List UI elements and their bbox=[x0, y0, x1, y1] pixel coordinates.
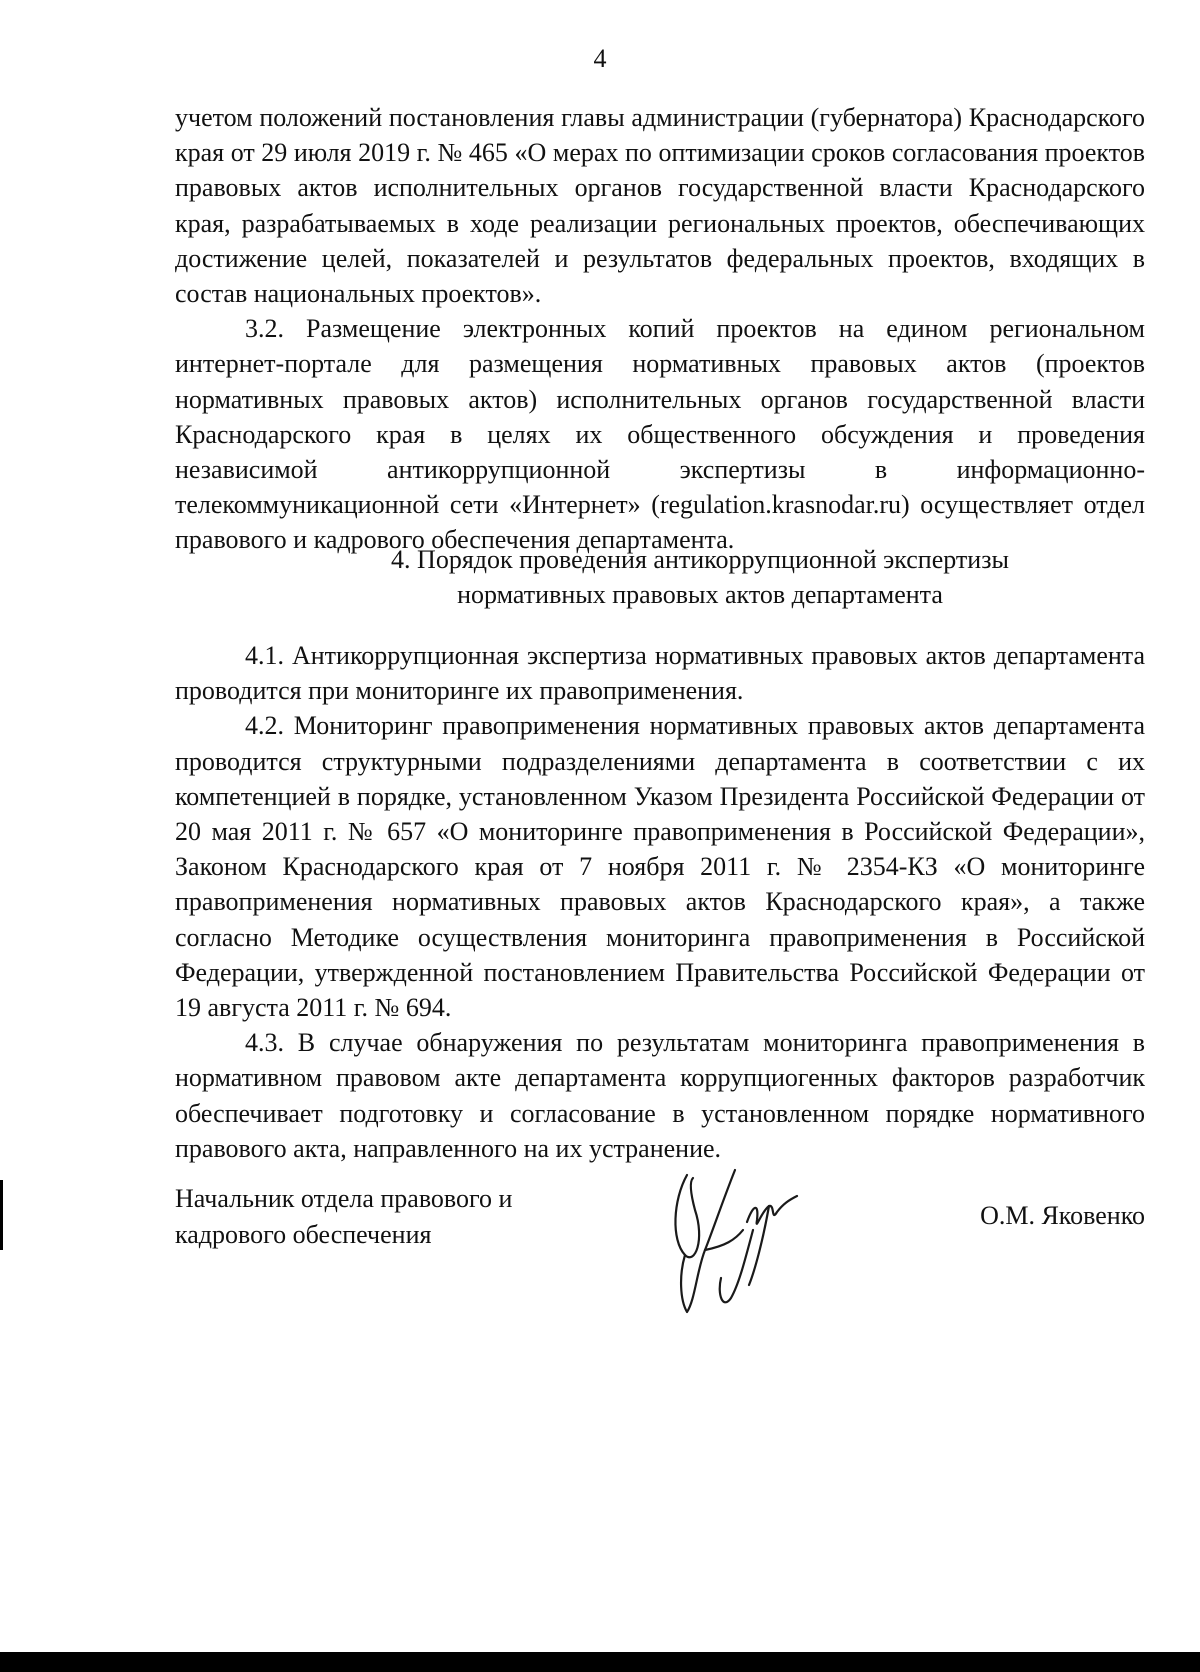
section-heading bbox=[340, 542, 1060, 612]
paragraph-4-1: 4.1. Антикоррупционная экспертиза нормативных правовых актов департамента проводится при мониторинге их правоприменения. bbox=[175, 641, 1145, 706]
page-number: 4 bbox=[593, 44, 607, 73]
scan-edge-mark bbox=[0, 1180, 3, 1250]
body-text-top bbox=[175, 100, 1145, 558]
signatory-position-line2: кадрового обеспечения bbox=[175, 1220, 432, 1249]
signatory-position-line1: Начальник отдела правового и bbox=[175, 1184, 513, 1213]
section-heading-line1: 4. Порядок проведения антикоррупционной экспертизы bbox=[391, 545, 1009, 574]
signatory-name: О.М. Яковенко bbox=[980, 1201, 1145, 1230]
paragraph-4-2: 4.2. Мониторинг правоприменения нормативных правовых актов департамента проводится структурными подразделениями департамента в соответствии с их компетенцией в порядке, установленном Указом Президента Российской Федерации от 20 мая 2011 г. № 657 «О мониторинге правоприменения в Российской Федерации», Законом Краснодарского края от 7 ноября 2011 г. № 2354-КЗ «О мониторинге правоприменения нормативных правовых актов Краснодарского края», а также согласно Методике осуществления мониторинга правоприменения в Российской Федерации, утвержденной постановлением Правительства Российской Федерации от 19 августа 2011 г. № 694. bbox=[175, 711, 1145, 1023]
continuation-paragraph: учетом положений постановления главы администрации (губернатора) Краснодарского края от 29 июля 2019 г. № 465 «О мерах по оптимизации сроков согласования проектов правовых актов исполнительных органов государственной власти Краснодарского края, разрабатываемых в ходе реализации региональных проектов, обеспечивающих достижение целей, показателей и результатов федеральных проектов, входящих в состав национальных проектов». bbox=[175, 103, 1145, 309]
body-text-section-4 bbox=[175, 638, 1145, 1166]
signatory-position bbox=[175, 1181, 512, 1253]
section-heading-line2: нормативных правовых актов департамента bbox=[457, 580, 943, 609]
handwritten-signature-icon bbox=[665, 1160, 815, 1320]
scan-bottom-border bbox=[0, 1652, 1200, 1672]
paragraph-4-3: 4.3. В случае обнаружения по результатам мониторинга правоприменения в нормативном правовом акте департамента коррупциогенных факторов разработчик обеспечивает подготовку и согласование в установленном порядке нормативного правового акта, направленного на их устранение. bbox=[175, 1028, 1145, 1163]
paragraph-3-2: 3.2. Размещение электронных копий проектов на едином региональном интернет-портале для размещения нормативных правовых актов (проектов нормативных правовых актов) исполнительных органов государственной власти Краснодарского края в целях их общественного обсуждения и проведения независимой антикоррупционной экспертизы в информационно-телекоммуникационной сети «Интернет» (regulation.krasnodar.ru) осуществляет отдел правового и кадрового обеспечения департамента. bbox=[175, 314, 1145, 555]
